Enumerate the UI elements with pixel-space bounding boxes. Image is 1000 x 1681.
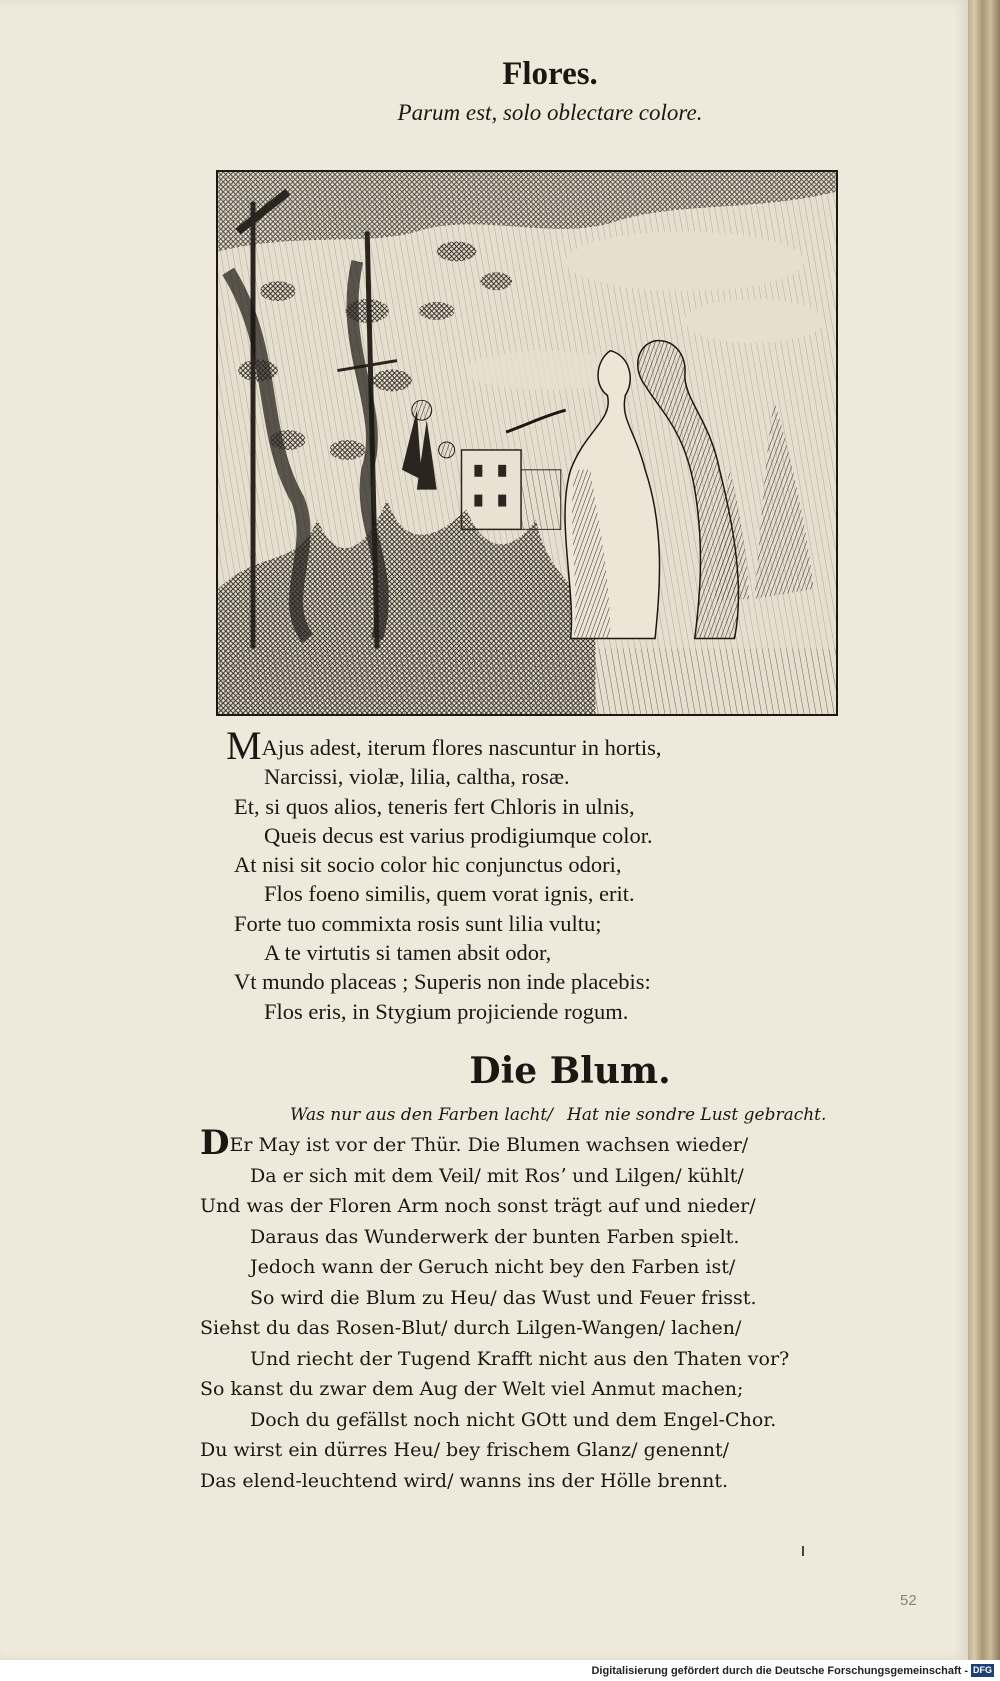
german-motto: Was nur aus den Farben lacht/ Hat nie sondre Lust gebracht.	[290, 1105, 827, 1125]
footer-credit: Digitalisierung gefördert durch die Deutsche Forschungsgemeinschaft -	[591, 1664, 968, 1677]
german-poem	[200, 1123, 880, 1496]
emblem-engraving	[216, 170, 838, 716]
latin-line: Forte tuo commixta rosis sunt lilia vultu;	[234, 910, 602, 936]
latin-line: Vt mundo placeas ; Superis non inde placebis:	[234, 969, 651, 995]
dfg-logo-icon: DFG	[973, 1665, 992, 1675]
german-line: Daraus das Wunderwerk der bunten Farben spielt.	[250, 1225, 740, 1248]
german-line: Siehst du das Rosen-Blut/ durch Lilgen-Wangen/ lachen/	[200, 1317, 742, 1339]
folio-number: 52	[900, 1592, 917, 1609]
latin-line: Queis decus est varius prodigiumque color.	[264, 822, 653, 848]
latin-motto: Parum est, solo oblectare colore.	[397, 100, 703, 125]
german-line: Das elend-leuchtend wird/ wanns ins der Hölle brennt.	[200, 1469, 729, 1492]
latin-line: Flos eris, in Stygium projiciende rogum.	[264, 998, 629, 1024]
latin-line: At nisi sit socio color hic conjunctus odori,	[234, 852, 622, 878]
latin-initial: M	[226, 723, 262, 768]
german-line: DEr May ist vor der Thür. Die Blumen wachsen wieder/	[200, 1123, 749, 1163]
latin-line: Et, si quos alios, teneris fert Chloris in ulnis,	[234, 793, 635, 819]
german-line: Doch du gefällst noch nicht GOtt und dem Engel-Chor.	[250, 1408, 777, 1431]
book-edge	[968, 0, 1000, 1660]
german-line: Und was der Floren Arm noch sonst trägt auf und nieder/	[200, 1195, 756, 1217]
engraving-illustration-icon	[218, 172, 836, 714]
page-title: Flores.	[502, 56, 598, 92]
german-line: So kanst du zwar dem Aug der Welt viel Anmut machen;	[200, 1378, 744, 1400]
german-line: So wird die Blum zu Heu/ das Wust und Feuer frisst.	[250, 1286, 757, 1309]
footer-bar	[0, 1660, 1000, 1681]
german-line: Und riecht der Tugend Krafft nicht aus den Thaten vor?	[250, 1347, 790, 1370]
german-line: Jedoch wann der Geruch nicht bey den Farben ist/	[250, 1256, 736, 1278]
german-initial: D	[200, 1123, 230, 1163]
latin-line: MAjus adest, iterum flores nascuntur in hortis,	[226, 723, 662, 768]
latin-line: Flos foeno similis, quem vorat ignis, erit.	[264, 881, 635, 907]
latin-poem	[226, 723, 806, 1026]
german-line: Du wirst ein dürres Heu/ bey frischem Glanz/ genennt/	[200, 1439, 730, 1461]
latin-line: Narcissi, violæ, lilia, caltha, rosæ.	[264, 764, 570, 790]
german-title: Die Blum.	[469, 1050, 671, 1092]
latin-line: A te virtutis si tamen absit odor,	[264, 940, 552, 966]
german-line: Da er sich mit dem Veil/ mit Rosʼ und Lilgen/ kühlt/	[250, 1164, 744, 1187]
ink-mark	[802, 1546, 804, 1556]
